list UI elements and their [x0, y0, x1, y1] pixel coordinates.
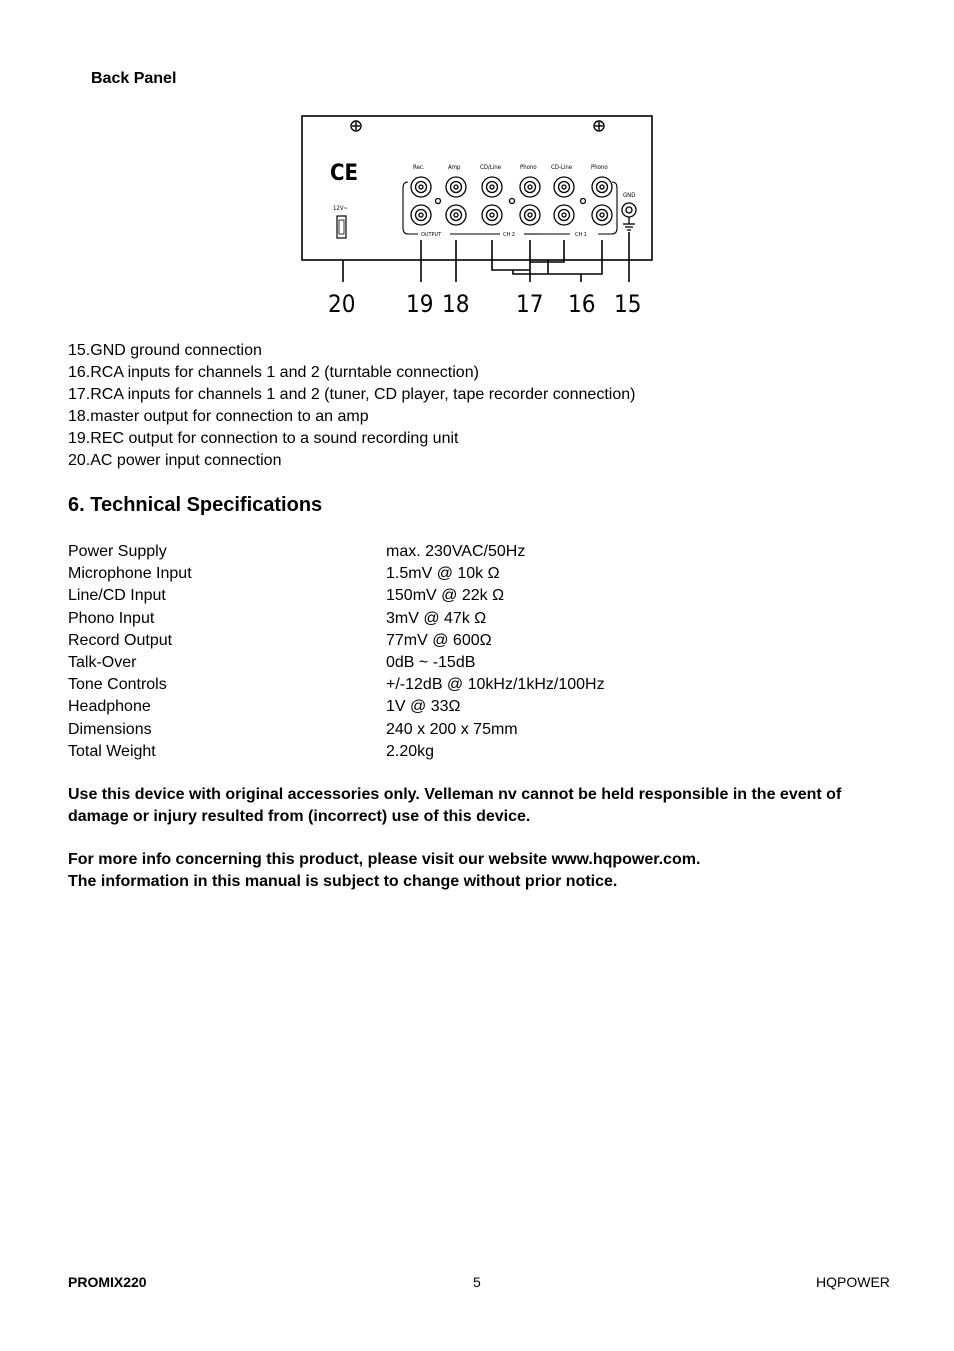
- rca-jack-icon: [592, 205, 612, 225]
- spec-label: Talk-Over: [68, 653, 137, 671]
- callout-number: 15: [614, 290, 642, 318]
- gnd-terminal-icon: [622, 203, 636, 217]
- callout-number: 20: [328, 290, 356, 318]
- footer-model: PROMIX220: [68, 1274, 147, 1290]
- spec-label: Record Output: [68, 631, 173, 649]
- notice-line: The information in this manual is subject to change without prior notice.: [68, 873, 618, 890]
- callout-number: 17: [516, 290, 544, 318]
- jack-label: Amp: [448, 164, 461, 171]
- gnd-label: GND: [623, 192, 636, 199]
- back-panel-legend: [68, 340, 635, 472]
- usage-notice: [68, 784, 868, 828]
- callout-number: 16: [568, 290, 596, 318]
- spec-value: 1.5mV @ 10k Ω: [386, 565, 500, 583]
- screw-icon: [594, 121, 604, 131]
- spec-label: Dimensions: [68, 720, 152, 738]
- jack-label: CD/Line: [480, 164, 501, 171]
- rca-jack-icon: [592, 177, 612, 197]
- jack-label: Phono: [591, 164, 608, 171]
- spec-value: +/-12dB @ 10kHz/1kHz/100Hz: [386, 676, 605, 694]
- spec-label: Phono Input: [68, 609, 155, 627]
- specs-heading: 6. Technical Specifications: [68, 494, 323, 516]
- screw-icon: [351, 121, 361, 131]
- spec-value: 150mV @ 22k Ω: [386, 587, 505, 605]
- spec-label: Total Weight: [68, 742, 156, 760]
- spec-value: max. 230VAC/50Hz: [386, 543, 526, 560]
- jack-label: Rec.: [413, 164, 425, 171]
- info-notice: [68, 849, 868, 893]
- group-brackets: [403, 182, 617, 234]
- ce-mark: CE: [330, 161, 359, 186]
- legend-item: 18.master output for connection to an amp: [68, 408, 369, 425]
- legend-item: 16.RCA inputs for channels 1 and 2 (turntable connection): [68, 364, 479, 381]
- rca-jack-icon: [482, 177, 502, 197]
- spec-value: 240 x 200 x 75mm: [386, 720, 518, 738]
- spec-value: 2.20kg: [386, 742, 435, 760]
- back-panel-svg: [300, 110, 660, 325]
- legend-item: 17.RCA inputs for channels 1 and 2 (tuner, CD player, tape recorder connection): [68, 386, 636, 403]
- spec-value: 77mV @ 600Ω: [386, 631, 492, 649]
- spec-value: 3mV @ 47k Ω: [386, 609, 487, 627]
- notice-line: For more info concerning this product, please visit our website www.hqpower.com.: [68, 851, 701, 868]
- callout-number: 18: [442, 290, 470, 318]
- rca-jack-icon: [411, 177, 431, 197]
- group-label-ch1: CH 1: [575, 232, 587, 238]
- notice-line: Use this device with original accessories only. Velleman nv cannot be held responsible in the event of: [68, 786, 842, 803]
- callout-lines: [343, 232, 629, 282]
- footer-page-number: 5: [473, 1274, 481, 1290]
- notice-line: damage or injury resulted from (incorrect) use of this device.: [68, 808, 531, 825]
- spec-label: Power Supply: [68, 543, 167, 560]
- power-socket-icon: [337, 216, 346, 238]
- spec-label: Microphone Input: [68, 565, 192, 583]
- spec-label: Tone Controls: [68, 676, 167, 694]
- back-panel-diagram: [300, 110, 660, 325]
- legend-item: 20.AC power input connection: [68, 452, 282, 469]
- spec-value: 1V @ 33Ω: [386, 698, 461, 716]
- spec-label: Line/CD Input: [68, 587, 166, 605]
- rca-jack-icon: [554, 177, 574, 197]
- group-label-output: OUTPUT: [421, 232, 442, 238]
- rca-jack-icon: [554, 205, 574, 225]
- rca-jack-icon: [411, 205, 431, 225]
- rca-jacks: [411, 177, 636, 230]
- jack-label: Phono: [520, 164, 537, 171]
- power-label: 12V~: [333, 205, 349, 212]
- legend-item: 15.GND ground connection: [68, 342, 262, 359]
- spec-label: Headphone: [68, 698, 151, 716]
- rca-jack-icon: [446, 205, 466, 225]
- callout-number: 19: [406, 290, 434, 318]
- legend-item: 19.REC output for connection to a sound recording unit: [68, 430, 459, 447]
- footer-brand: HQPOWER: [816, 1274, 890, 1290]
- group-label-ch2: CH 2: [503, 232, 515, 238]
- callout-numbers: [328, 290, 641, 318]
- rca-jack-icon: [482, 205, 502, 225]
- panel-outline: [302, 116, 652, 260]
- rca-jack-icon: [446, 177, 466, 197]
- spec-value: 0dB ~ -15dB: [386, 653, 476, 671]
- group-labels: [421, 232, 587, 238]
- rca-jack-icon: [520, 205, 540, 225]
- rca-jack-icon: [520, 177, 540, 197]
- back-panel-title: Back Panel: [91, 70, 177, 87]
- jack-label: CD-Line: [551, 164, 573, 171]
